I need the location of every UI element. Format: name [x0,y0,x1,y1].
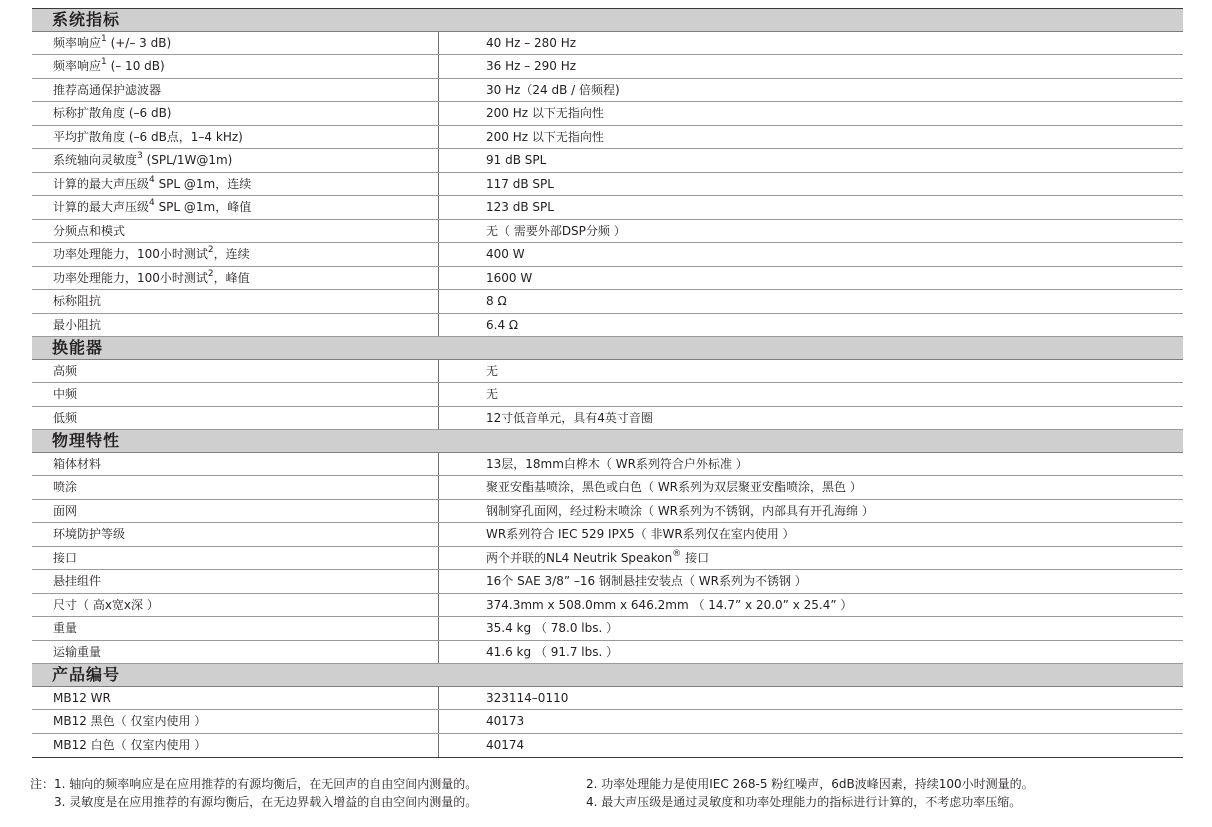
spec-label-text: 重量 [53,621,78,635]
spec-value [439,570,1183,593]
spec-label [32,55,439,78]
spec-label [32,641,439,664]
spec-value-text: 钢制穿孔面网，经过粉末喷涂（ WR系列为不锈钢，内部具有开孔海绵 ） [486,503,874,518]
spec-value-text: 91 dB SPL [486,153,547,167]
spec-label-text: 频率响应 [53,59,102,73]
spec-value [439,173,1183,196]
footnote-4: 4. 最大声压级是通过灵敏度和功率处理能力的指标进行计算的，不考虑功率压缩。 [586,795,1022,809]
spec-label-suffix: ，连续 [213,247,250,261]
table-row [32,594,1183,618]
footnote-ref: 4 [149,174,155,185]
spec-value [439,196,1183,219]
spec-value [439,594,1183,617]
section-header: 物理特性 [32,430,1183,453]
spec-label [32,267,439,290]
spec-label [32,32,439,55]
table-row [32,360,1183,384]
table-row [32,196,1183,220]
spec-value-text: 无（ 需要外部DSP分频 ） [486,223,626,238]
spec-value [439,641,1183,664]
spec-label-suffix: (SPL/1W@1m) [142,153,233,167]
spec-label [32,687,439,710]
spec-label [32,360,439,383]
spec-value-text: 1600 W [486,270,533,285]
spec-value-text: 6.4 Ω [486,317,519,332]
spec-label-text: 高频 [53,363,78,378]
spec-label-suffix: SPL @1m，峰值 [154,200,252,214]
table-row [32,547,1183,571]
spec-value [439,547,1183,570]
spec-value [439,734,1183,758]
spec-label-text: 箱体材料 [53,456,102,471]
spec-value-text: 323114–0110 [486,690,569,705]
spec-label-text: 计算的最大声压级 [53,176,150,191]
footnote-ref: 4 [149,198,155,208]
spec-value-text: 123 dB SPL [486,200,554,214]
table-row [32,453,1183,477]
footnote-ref: 1 [101,33,107,44]
spec-value-text: 200 Hz 以下无指向性 [486,129,604,144]
spec-label-text: MB12 白色（ 仅室内使用 ） [53,737,207,752]
spec-label [32,617,439,640]
spec-value [439,500,1183,523]
spec-value [439,220,1183,243]
spec-value-text: WR系列符合 IEC 529 IPX5（ 非WR系列仅在室内使用 ） [486,527,795,541]
table-row [32,149,1183,173]
spec-label [32,594,439,617]
spec-label [32,547,439,570]
section-header: 系统指标 [32,9,1183,32]
spec-label [32,149,439,172]
section-header: 换能器 [32,337,1183,360]
spec-value-text: 40173 [486,714,525,728]
spec-value-text: 200 Hz 以下无指向性 [486,106,604,120]
spec-value-text: 374.3mm x 508.0mm x 646.2mm （ 14.7” x 20.0” x 25.4” ） [486,597,853,612]
spec-value-text: 聚亚安酯基喷涂，黑色或白色（ WR系列为双层聚亚安酯喷涂，黑色 ） [486,480,862,494]
spec-value-text: 无 [486,363,499,378]
spec-label [32,453,439,476]
spec-label-text: 系统轴向灵敏度 [53,153,138,167]
spec-label-text: 尺寸（ 高x宽x深 ） [53,597,159,612]
spec-label-text: 喷涂 [53,480,78,494]
spec-value-text: 40 Hz – 280 Hz [486,35,577,50]
table-row [32,407,1183,431]
spec-label-text: 低频 [53,410,78,425]
spec-label [32,243,439,266]
spec-value [439,617,1183,640]
spec-label-text: 最小阻抗 [53,317,102,332]
spec-value [439,710,1183,733]
spec-label-text: 标称阻抗 [53,294,102,308]
footnote-line [30,793,1200,811]
spec-value-text: 无 [486,387,499,401]
section-header: 产品编号 [32,664,1183,687]
spec-label [32,196,439,219]
footnote-ref: 2 [207,268,214,279]
spec-value [439,314,1183,337]
spec-value-text: 117 dB SPL [486,176,554,191]
spec-label-text: 功率处理能力，100小时测试 [53,247,208,261]
footnote-ref: 1 [101,57,107,67]
spec-label-suffix: SPL @1m，连续 [154,176,252,191]
spec-label-text: MB12 WR [53,690,111,705]
table-row [32,32,1183,56]
table-row [32,290,1183,314]
footnote-ref: 3 [137,151,143,161]
spec-label-text: 环境防护等级 [53,527,126,541]
spec-label-text: 标称扩散角度 (–6 dB) [53,106,172,120]
spec-label-suffix: (– 10 dB) [106,59,165,73]
spec-value [439,79,1183,102]
spec-value [439,453,1183,476]
table-row [32,734,1183,758]
spec-label [32,79,439,102]
footnote-1: 注：1. 轴向的频率响应是在应用推荐的有源均衡后，在无回声的自由空间内测量的。 [30,777,478,791]
table-row [32,243,1183,267]
spec-label [32,102,439,125]
spec-value-text: 400 W [486,247,525,261]
spec-label-text: MB12 黑色（ 仅室内使用 ） [53,714,207,728]
footnote-line [30,775,1200,793]
table-row [32,220,1183,244]
spec-value [439,102,1183,125]
table-row [32,79,1183,103]
spec-value [439,523,1183,546]
spec-value-suffix: 接口 [681,550,710,565]
spec-value-text: 16个 SAE 3/8” –16 钢制悬挂安装点（ WR系列为不锈钢 ） [486,574,807,588]
spec-label [32,383,439,406]
spec-label-suffix: ，峰值 [213,270,250,285]
table-row [32,710,1183,734]
spec-label-text: 功率处理能力，100小时测试 [53,270,208,285]
spec-value-text: 两个并联的NL4 Neutrik Speakon [486,550,673,565]
spec-label-text: 平均扩散角度 (–6 dB点，1–4 kHz) [53,129,243,144]
spec-label-text: 运输重量 [53,644,102,659]
spec-label [32,290,439,313]
spec-value-text: 40174 [486,737,525,752]
spec-value-text: 41.6 kg （ 91.7 lbs. ） [486,644,619,659]
spec-label [32,173,439,196]
spec-label [32,314,439,337]
spec-label [32,407,439,430]
spec-label [32,523,439,546]
spec-label-suffix: (+/– 3 dB) [106,35,172,50]
spec-value [439,267,1183,290]
spec-value [439,243,1183,266]
table-row [32,173,1183,197]
table-row [32,617,1183,641]
spec-label [32,710,439,733]
spec-value [439,407,1183,430]
spec-label-text: 计算的最大声压级 [53,200,150,214]
spec-value-text: 13层，18mm白桦木（ WR系列符合户外标准 ） [486,456,748,471]
table-row [32,126,1183,150]
spec-value [439,476,1183,499]
registered-mark: ® [672,548,682,559]
footnotes [30,775,1200,811]
spec-value-text: 36 Hz – 290 Hz [486,59,577,73]
spec-label [32,476,439,499]
table-row [32,55,1183,79]
spec-label-text: 接口 [53,550,78,565]
table-row [32,500,1183,524]
table-row [32,383,1183,407]
spec-label-text: 推荐高通保护滤波器 [53,82,162,97]
spec-label-text: 中频 [53,387,78,401]
table-row [32,267,1183,291]
spec-value [439,290,1183,313]
spec-value-text: 8 Ω [486,294,507,308]
table-row [32,102,1183,126]
footnote-2: 2. 功率处理能力是使用IEC 268-5 粉红噪声，6dB波峰因素，持续100小时测量的。 [586,777,1034,791]
spec-value [439,360,1183,383]
table-row [32,314,1183,338]
spec-label-text: 面网 [53,503,78,518]
footnote-3: 3. 灵敏度是在应用推荐的有源均衡后，在无边界载入增益的自由空间内测量的。 [30,795,478,809]
table-row [32,687,1183,711]
spec-label [32,220,439,243]
spec-label [32,570,439,593]
spec-value-text: 12寸低音单元，具有4英寸音圈 [486,410,653,425]
spec-value [439,383,1183,406]
spec-value [439,149,1183,172]
spec-label [32,126,439,149]
footnote-ref: 2 [207,245,214,255]
spec-value [439,55,1183,78]
table-row [32,523,1183,547]
table-row [32,570,1183,594]
spec-value [439,32,1183,55]
table-row [32,641,1183,665]
spec-value-text: 35.4 kg （ 78.0 lbs. ） [486,621,619,635]
spec-label-text: 频率响应 [53,35,102,50]
spec-value [439,126,1183,149]
spec-label [32,734,439,758]
spec-label [32,500,439,523]
table-row [32,476,1183,500]
spec-label-text: 分频点和模式 [53,223,126,238]
spec-label-text: 悬挂组件 [53,574,102,588]
spec-table [32,8,1183,758]
spec-value [439,687,1183,710]
spec-value-text: 30 Hz（24 dB / 倍频程) [486,82,620,97]
